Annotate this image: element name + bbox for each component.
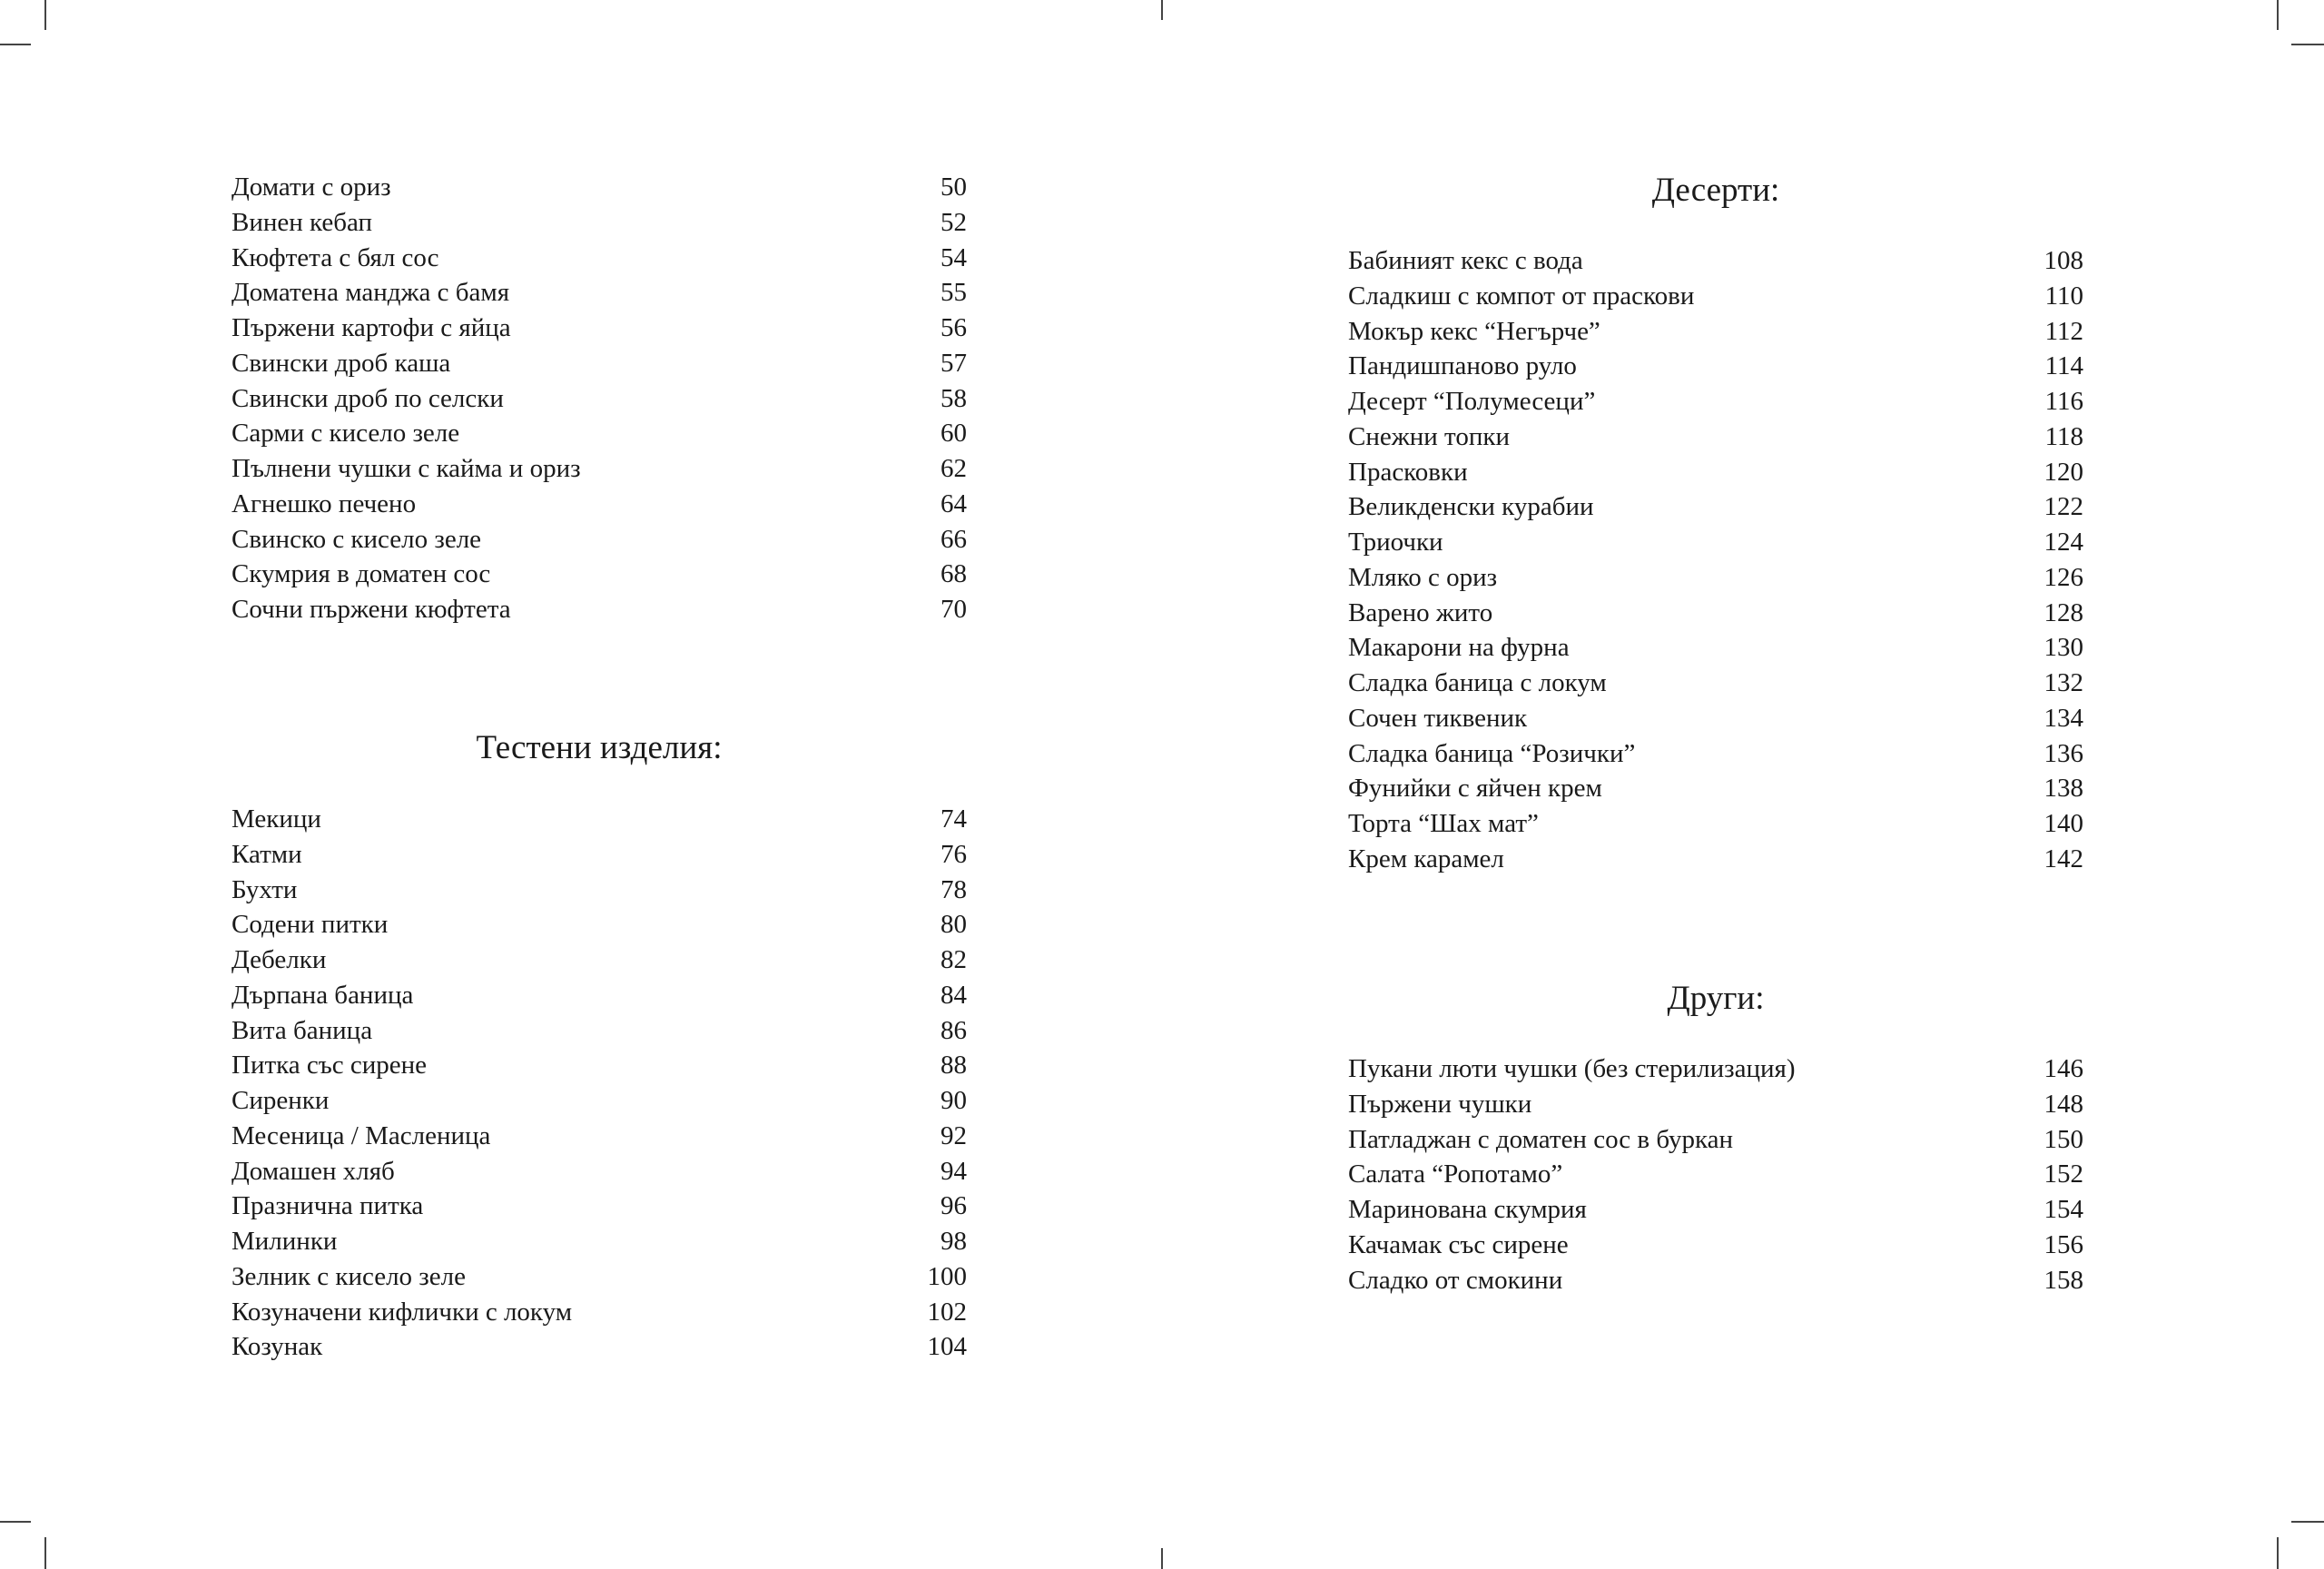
toc-entry-page-number: 142 [2043, 844, 2083, 873]
toc-entry-title: Зелник с кисело зеле [231, 1261, 466, 1291]
toc-entry-page-number: 134 [2043, 703, 2083, 733]
toc-entry [231, 1013, 967, 1049]
toc-entry-page-number: 110 [2044, 281, 2083, 311]
toc-entry-page-number: 80 [940, 910, 967, 940]
toc-entry-title: Козуначени кифлички с локум [231, 1297, 573, 1327]
toc-entry-title: Месеница / Масленица [231, 1120, 491, 1150]
toc-entry-page-number: 98 [940, 1227, 967, 1256]
toc-entry-title: Катми [231, 839, 302, 869]
toc-entry [1348, 243, 2083, 279]
toc-entry-page-number: 152 [2043, 1159, 2083, 1189]
section-heading-other: Други: [1667, 980, 1765, 1017]
toc-entry [1348, 842, 2083, 877]
toc-entry-title: Празнична питка [231, 1191, 424, 1221]
toc-entry [231, 837, 967, 873]
toc-entry-title: Дебелки [231, 945, 327, 974]
toc-entry [231, 942, 967, 978]
crop-mark [2291, 1521, 2324, 1523]
toc-entry-title: Скумрия в доматен сос [231, 559, 491, 589]
toc-entry [1348, 701, 2083, 736]
toc-entry-page-number: 84 [940, 980, 967, 1010]
toc-entry-title: Маринована скумрия [1348, 1195, 1587, 1224]
toc-entry [231, 907, 967, 942]
toc-entry [1348, 630, 2083, 666]
toc-entry [231, 557, 967, 592]
toc-entry [1348, 455, 2083, 490]
toc-entry-title: Снежни топки [1348, 421, 1510, 451]
toc-entry-page-number: 54 [940, 242, 967, 272]
toc-entry-title: Свински дроб каша [231, 348, 451, 378]
toc-entry [231, 241, 967, 276]
toc-entry-page-number: 92 [940, 1120, 967, 1150]
crop-mark [44, 0, 46, 30]
toc-entry-page-number: 146 [2043, 1054, 2083, 1083]
toc-entry-page-number: 96 [940, 1191, 967, 1221]
toc-entry-title: Сиренки [231, 1086, 330, 1115]
toc-entry-page-number: 70 [940, 595, 967, 624]
toc-entry [231, 802, 967, 837]
toc-entry [231, 1048, 967, 1083]
toc-list-desserts [1348, 243, 2083, 877]
toc-entry-page-number: 94 [940, 1156, 967, 1186]
toc-entry-title: Сочни пържени кюфтета [231, 595, 511, 624]
toc-entry-title: Пържени картофи с яйца [231, 313, 511, 342]
toc-entry-title: Сладка баница “Розички” [1348, 738, 1636, 768]
toc-entry-title: Великденски курабии [1348, 492, 1594, 522]
toc-entry-page-number: 148 [2043, 1089, 2083, 1119]
toc-entry-title: Доматена манджа с бамя [231, 278, 510, 308]
toc-entry-page-number: 114 [2044, 351, 2083, 381]
toc-entry-page-number: 120 [2043, 457, 2083, 487]
toc-entry-title: Домашен хляб [231, 1156, 395, 1186]
crop-mark [1161, 0, 1163, 20]
toc-list-pastries [231, 802, 967, 1365]
toc-entry-page-number: 78 [940, 874, 967, 904]
toc-entry [231, 1295, 967, 1330]
toc-entry [1348, 666, 2083, 701]
crop-mark [2291, 44, 2324, 45]
toc-entry-title: Бабиният кекс с вода [1348, 246, 1583, 275]
toc-entry-title: Агнешко печено [231, 488, 417, 518]
toc-entry-page-number: 86 [940, 1015, 967, 1045]
toc-entry [231, 522, 967, 558]
toc-entry-page-number: 132 [2043, 668, 2083, 697]
crop-mark [0, 1521, 31, 1523]
toc-entry [1348, 1157, 2083, 1192]
toc-entry [231, 873, 967, 908]
toc-entry [231, 592, 967, 627]
toc-entry [231, 381, 967, 417]
toc-entry-page-number: 57 [940, 348, 967, 378]
toc-entry-page-number: 158 [2043, 1265, 2083, 1295]
toc-entry [1348, 384, 2083, 419]
toc-entry-title: Торта “Шах мат” [1348, 809, 1539, 838]
toc-entry-page-number: 58 [940, 383, 967, 413]
toc-entry-title: Варено жито [1348, 597, 1493, 627]
crop-mark [0, 44, 31, 45]
toc-entry [231, 487, 967, 522]
toc-entry-page-number: 150 [2043, 1124, 2083, 1154]
toc-entry [1348, 596, 2083, 631]
toc-entry [1348, 314, 2083, 350]
toc-entry [1348, 1263, 2083, 1298]
toc-entry-title: Бухти [231, 874, 298, 904]
toc-entry-title: Свински дроб по селски [231, 383, 504, 413]
toc-entry-title: Сладко от смокини [1348, 1265, 1563, 1295]
toc-entry-page-number: 82 [940, 945, 967, 974]
toc-entry-page-number: 136 [2043, 738, 2083, 768]
toc-entry [1348, 489, 2083, 525]
toc-entry-page-number: 124 [2043, 528, 2083, 557]
toc-entry-page-number: 138 [2043, 774, 2083, 804]
toc-entry-title: Десерт “Полумесеци” [1348, 387, 1596, 416]
toc-entry [1348, 525, 2083, 560]
toc-entry-title: Фунийки с яйчен крем [1348, 774, 1602, 804]
toc-entry-page-number: 52 [940, 207, 967, 237]
toc-entry-page-number: 104 [927, 1332, 967, 1362]
toc-entry-page-number: 156 [2043, 1229, 2083, 1259]
toc-entry-page-number: 66 [940, 524, 967, 554]
toc-entry-page-number: 62 [940, 454, 967, 483]
toc-entry-title: Кюфтета с бял сос [231, 242, 439, 272]
toc-entry-page-number: 140 [2043, 809, 2083, 838]
toc-entry [231, 1224, 967, 1259]
toc-entry-title: Содени питки [231, 910, 389, 940]
toc-entry [231, 1154, 967, 1189]
toc-entry-title: Пържени чушки [1348, 1089, 1532, 1119]
toc-entry [231, 346, 967, 381]
toc-entry-title: Триочки [1348, 528, 1443, 557]
toc-entry-page-number: 128 [2043, 597, 2083, 627]
toc-entry [1348, 560, 2083, 596]
toc-entry-title: Мекици [231, 804, 321, 834]
crop-mark [44, 1537, 46, 1569]
toc-entry [231, 1259, 967, 1295]
toc-entry-title: Мляко с ориз [1348, 562, 1498, 592]
toc-entry [231, 1329, 967, 1365]
toc-entry-page-number: 55 [940, 278, 967, 308]
toc-entry-page-number: 88 [940, 1051, 967, 1081]
toc-entry-page-number: 102 [927, 1297, 967, 1327]
toc-entry-title: Козунак [231, 1332, 323, 1362]
toc-entry-title: Патладжан с доматен сос в буркан [1348, 1124, 1734, 1154]
toc-entry-title: Мокър кекс “Негърче” [1348, 316, 1600, 346]
toc-entry-title: Вита баница [231, 1015, 373, 1045]
toc-entry-title: Пукани люти чушки (без стерилизация) [1348, 1054, 1796, 1083]
toc-entry [1348, 1228, 2083, 1263]
toc-entry-page-number: 64 [940, 488, 967, 518]
toc-entry [1348, 771, 2083, 806]
crop-mark [2277, 0, 2279, 30]
toc-entry-title: Домати с ориз [231, 173, 391, 202]
section-heading-pastries: Тестени изделия: [476, 729, 723, 766]
toc-entry [1348, 279, 2083, 314]
section-heading-desserts: Десерти: [1651, 172, 1780, 209]
toc-entry [231, 1083, 967, 1119]
toc-entry-page-number: 74 [940, 804, 967, 834]
toc-entry [231, 451, 967, 487]
toc-entry [231, 205, 967, 241]
toc-entry-title: Сладка баница с локум [1348, 668, 1607, 697]
toc-entry-page-number: 76 [940, 839, 967, 869]
toc-entry [231, 416, 967, 451]
toc-entry-title: Пълнени чушки с кайма и ориз [231, 454, 581, 483]
crop-mark [2277, 1537, 2279, 1569]
toc-entry [231, 275, 967, 311]
toc-entry-title: Винен кебап [231, 207, 373, 237]
toc-entry [1348, 1087, 2083, 1122]
toc-entry [231, 170, 967, 205]
toc-entry [1348, 1122, 2083, 1158]
toc-entry [1348, 1192, 2083, 1228]
toc-entry-page-number: 108 [2043, 246, 2083, 275]
toc-entry-title: Макарони на фурна [1348, 633, 1570, 663]
toc-entry-page-number: 100 [927, 1261, 967, 1291]
toc-entry-title: Сочен тиквеник [1348, 703, 1528, 733]
toc-entry-page-number: 122 [2043, 492, 2083, 522]
toc-entry-page-number: 126 [2043, 562, 2083, 592]
toc-entry-page-number: 50 [940, 173, 967, 202]
toc-entry [1348, 419, 2083, 455]
toc-entry-page-number: 90 [940, 1086, 967, 1115]
toc-entry-title: Питка със сирене [231, 1051, 428, 1081]
toc-entry [1348, 806, 2083, 842]
toc-entry [231, 311, 967, 346]
toc-entry-page-number: 56 [940, 313, 967, 342]
toc-entry-page-number: 154 [2043, 1195, 2083, 1224]
toc-entry [1348, 736, 2083, 772]
toc-entry-page-number: 118 [2044, 421, 2083, 451]
toc-entry-title: Салата “Ропотамо” [1348, 1159, 1563, 1189]
toc-list-other [1348, 1051, 2083, 1298]
toc-entry-title: Милинки [231, 1227, 338, 1256]
toc-entry-page-number: 116 [2044, 387, 2083, 416]
toc-entry-title: Сарми с кисело зеле [231, 419, 460, 449]
toc-entry-page-number: 130 [2043, 633, 2083, 663]
toc-entry-page-number: 60 [940, 419, 967, 449]
toc-entry [1348, 1051, 2083, 1087]
toc-entry-title: Сладкиш с компот от праскови [1348, 281, 1695, 311]
toc-entry-page-number: 68 [940, 559, 967, 589]
toc-entry [1348, 349, 2083, 384]
toc-entry-page-number: 112 [2044, 316, 2083, 346]
toc-entry-title: Дърпана баница [231, 980, 414, 1010]
crop-mark [1161, 1548, 1163, 1569]
toc-entry-title: Пандишпаново руло [1348, 351, 1577, 381]
toc-list-main-dishes [231, 170, 967, 627]
toc-entry-title: Свинско с кисело зеле [231, 524, 482, 554]
toc-entry-title: Крем карамел [1348, 844, 1504, 873]
toc-entry-title: Качамак със сирене [1348, 1229, 1569, 1259]
toc-entry-title: Прасковки [1348, 457, 1468, 487]
toc-entry [231, 1119, 967, 1154]
toc-entry [231, 978, 967, 1013]
toc-entry [231, 1189, 967, 1224]
